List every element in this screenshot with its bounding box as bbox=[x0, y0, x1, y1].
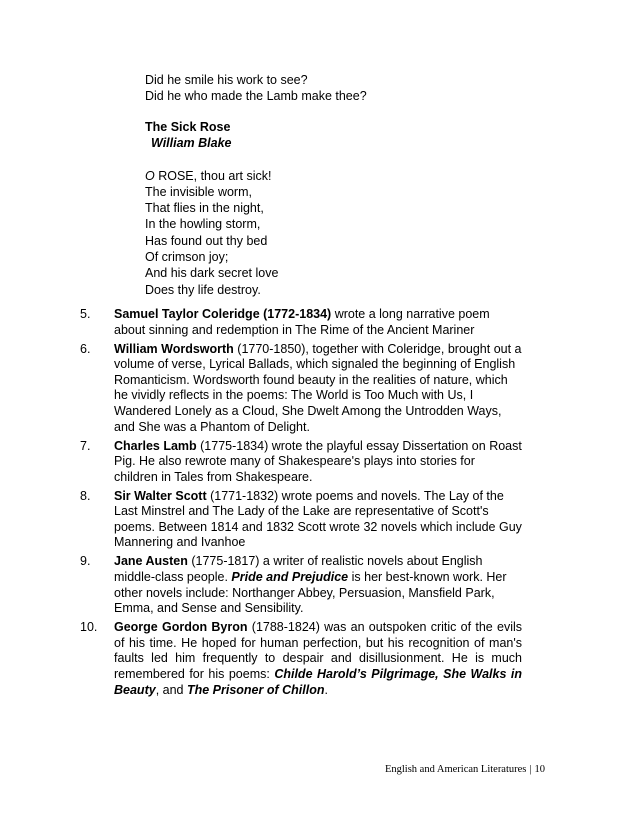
poem-first-line-rest: ROSE, thou art sick! bbox=[154, 168, 272, 183]
poem-line bbox=[145, 168, 278, 184]
book-title: Pride and Prejudice bbox=[231, 570, 349, 585]
poem-lamb-ending bbox=[145, 72, 367, 105]
poem-line: In the howling storm, bbox=[145, 217, 261, 232]
item-text: (1788-1824) was an outspoken critic of the evils of his time. He hoped for human perfection, but his recognition of man's faults led him frequently to despair and disillusionment. He is much remembered for his poems: bbox=[114, 620, 523, 682]
footer-label: English and American Literatures bbox=[384, 764, 527, 775]
list-item-coleridge bbox=[80, 307, 522, 338]
item-text: (1775-1834) wrote the playful essay Dissertation on Roast Pig. He also rewrote many of Shakespeare's plays into stories for children in Tales from Shakespeare. bbox=[114, 438, 522, 484]
poem-sick-rose bbox=[145, 119, 278, 298]
poem-first-word: O bbox=[145, 168, 155, 183]
poem-line: Has found out thy bed bbox=[145, 233, 268, 248]
author-name: Jane Austen bbox=[114, 554, 188, 569]
list-item-byron bbox=[80, 620, 522, 698]
poem-body bbox=[145, 168, 278, 298]
item-text: (1775-1817) a writer of realistic novels about English middle-class people. bbox=[114, 554, 483, 585]
poem-title: The Sick Rose bbox=[145, 120, 231, 134]
page-number: 10 bbox=[534, 764, 545, 775]
author-name: Samuel Taylor Coleridge (1772-1834) bbox=[114, 307, 332, 321]
item-text: , and bbox=[155, 682, 187, 697]
page-footer bbox=[385, 764, 545, 775]
list-item-wordsworth bbox=[80, 342, 522, 436]
footer-separator: | bbox=[529, 764, 532, 775]
author-list bbox=[80, 307, 522, 702]
list-item-lamb bbox=[80, 439, 522, 486]
author-name: George Gordon Byron bbox=[114, 620, 248, 635]
poem-line: And his dark secret love bbox=[145, 266, 279, 281]
poem-line: That flies in the night, bbox=[145, 201, 264, 216]
poem-line: Of crimson joy; bbox=[145, 250, 229, 265]
author-name: Charles Lamb bbox=[114, 438, 197, 453]
list-number: 7. bbox=[80, 438, 91, 453]
poem-line: Does thy life destroy. bbox=[145, 282, 261, 297]
poem-titles: Childe Harold’s Pilgrimage, She Walks in Beauty bbox=[114, 667, 523, 697]
list-number: 5. bbox=[80, 307, 91, 321]
poem-line: Did he smile his work to see? bbox=[145, 73, 308, 87]
author-name: William Wordsworth bbox=[114, 341, 234, 356]
poem-title-chillon: The Prisoner of Chillon bbox=[186, 682, 325, 697]
list-item-austen bbox=[80, 554, 522, 616]
author-name: Sir Walter Scott bbox=[114, 488, 207, 503]
list-number: 6. bbox=[80, 341, 91, 356]
list-number: 8. bbox=[80, 488, 91, 503]
poem-author: William Blake bbox=[151, 136, 232, 151]
list-number: 9. bbox=[80, 554, 91, 569]
list-item-scott bbox=[80, 489, 522, 551]
item-text: is her best-known work. Her other novels include: Northanger Abbey, Persuasion, Mansfield Park, Emma, and Sense and Sensibility. bbox=[114, 570, 507, 616]
item-text: (1771-1832) wrote poems and novels. The Lay of the Last Minstrel and The Lady of the Lake are representative of Scott's poems. Between 1814 and 1832 Scott wrote 32 novels which include Guy Mannering and Ivanhoe bbox=[114, 488, 522, 550]
poem-line: Did he who made the Lamb make thee? bbox=[145, 89, 367, 104]
list-number: 10. bbox=[80, 620, 98, 635]
item-text: . bbox=[324, 682, 328, 697]
poem-line: The invisible worm, bbox=[145, 184, 252, 199]
item-text: (1770-1850), together with Coleridge, brought out a volume of verse, Lyrical Ballads, which signaled the beginning of English Romanticism. Wordsworth found beauty in the realities of nature, which he vividly reflects in the poems: The World is Too Much with Us, I Wandered Lonely as a Cloud, She Dwelt Among the Untrodden Ways, and She was a Phantom of Delight. bbox=[114, 341, 522, 434]
item-text: wrote a long narrative poem about sinning and redemption in The Rime of the Ancient Mariner bbox=[114, 307, 490, 337]
